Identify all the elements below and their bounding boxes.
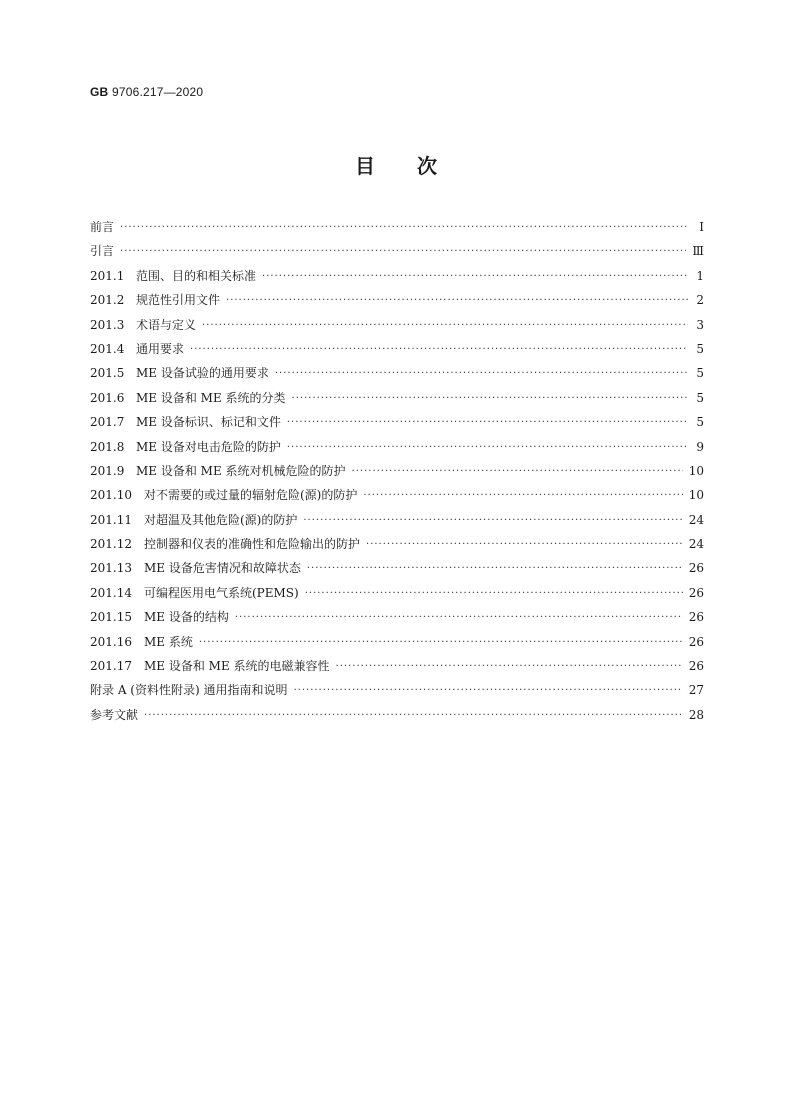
toc-entry[interactable]	[90, 386, 704, 410]
toc-entry-label: ME 设备的结构	[144, 610, 229, 625]
standard-number: 9706.217—2020	[111, 85, 204, 99]
toc-entry-page: 24	[688, 537, 704, 552]
toc-entry-number: 201.15	[90, 610, 132, 625]
toc-entry-page: 9	[696, 439, 704, 454]
toc-entry[interactable]	[90, 630, 704, 654]
toc-entry-page: 10	[688, 488, 704, 503]
toc-entry[interactable]	[90, 459, 704, 483]
toc-entry-number: 201.11	[90, 512, 132, 527]
toc-entry-page: 5	[696, 415, 704, 430]
toc-entry-page: 26	[688, 659, 704, 674]
toc-dot-leader	[190, 338, 688, 362]
toc-entry[interactable]	[90, 313, 704, 337]
toc-entry[interactable]	[90, 532, 704, 556]
toc-entry-number: 201.8	[90, 439, 125, 454]
toc-dot-leader	[307, 557, 683, 581]
toc-entry-label: 规范性引用文件	[136, 293, 221, 308]
toc-entry-page: 27	[688, 683, 704, 698]
toc-dot-leader	[202, 314, 688, 338]
toc-entry-page: 26	[688, 561, 704, 576]
toc-dot-leader	[287, 436, 688, 460]
toc-entry-number: 201.5	[90, 366, 125, 381]
toc-entry-label: ME 系统	[144, 634, 193, 649]
toc-entry[interactable]	[90, 508, 704, 532]
toc-entry-label: 前言	[90, 220, 115, 234]
toc-entry[interactable]	[90, 483, 704, 507]
toc-entry-label: ME 设备试验的通用要求	[136, 366, 269, 381]
toc-entry[interactable]	[90, 239, 704, 263]
toc-entry-page: 5	[696, 341, 704, 356]
toc-entry-label: ME 设备和 ME 系统的分类	[136, 390, 286, 405]
toc-entry-label: 附录 A (资料性附录) 通用指南和说明	[90, 683, 288, 698]
toc-entry[interactable]	[90, 678, 704, 702]
toc-entry-page: 26	[688, 634, 704, 649]
toc-dot-leader	[235, 606, 683, 630]
toc-entry[interactable]	[90, 288, 704, 312]
toc-entry-number: 201.12	[90, 537, 132, 552]
toc-entry-label: ME 设备和 ME 系统对机械危险的防护	[136, 463, 346, 478]
toc-entry-page: 26	[688, 610, 704, 625]
toc-entry-label: 可编程医用电气系统(PEMS)	[144, 585, 299, 600]
toc-entry-page: Ⅰ	[699, 220, 704, 234]
toc-entry-page: 26	[688, 585, 704, 600]
toc-entry[interactable]	[90, 264, 704, 288]
toc-entry-label: ME 设备危害情况和故障状态	[144, 561, 301, 576]
toc-entry-number: 201.17	[90, 659, 132, 674]
toc-entry-page: 24	[688, 512, 704, 527]
toc-entry-label: 范围、目的和相关标准	[136, 268, 257, 283]
toc-entry[interactable]	[90, 703, 704, 727]
toc-entry-label: 引言	[90, 244, 115, 259]
toc-dot-leader	[366, 533, 683, 557]
toc-dot-leader	[262, 265, 688, 289]
toc-dot-leader	[305, 582, 683, 606]
toc-dot-leader	[363, 484, 682, 508]
toc-entry-page: 1	[696, 268, 704, 283]
toc-dot-leader	[287, 411, 688, 435]
toc-dot-leader	[352, 460, 683, 484]
toc-dot-leader	[120, 216, 688, 240]
toc-entry-number: 201.7	[90, 415, 125, 430]
toc-entry[interactable]	[90, 215, 704, 239]
toc-dot-leader	[120, 240, 686, 264]
toc-entry[interactable]	[90, 556, 704, 580]
page-title: 目次	[355, 154, 479, 178]
toc-entry-number: 201.14	[90, 585, 132, 600]
toc-dot-leader	[144, 704, 683, 728]
toc-entry-label: 术语与定义	[136, 317, 197, 332]
toc-entry-page: 2	[696, 293, 704, 308]
toc-entry-label: 对不需要的或过量的辐射危险(源)的防护	[144, 488, 358, 503]
toc-entry-page: Ⅲ	[692, 244, 704, 259]
toc-entry-number: 201.2	[90, 293, 125, 308]
toc-entry[interactable]	[90, 581, 704, 605]
toc-entry-page: 10	[688, 463, 704, 478]
standard-prefix: GB	[90, 85, 109, 99]
toc-entry-number: 201.3	[90, 317, 125, 332]
toc-entry-number: 201.16	[90, 634, 132, 649]
toc-entry-label: ME 设备标识、标记和文件	[136, 415, 281, 430]
toc-dot-leader	[275, 362, 688, 386]
toc-dot-leader	[292, 387, 688, 411]
toc-entry-page: 5	[696, 390, 704, 405]
toc-entry-page: 5	[696, 366, 704, 381]
toc-entry-number: 201.1	[90, 268, 125, 283]
table-of-contents	[90, 215, 704, 727]
toc-dot-leader	[199, 631, 683, 655]
standard-code	[90, 85, 203, 99]
toc-entry-label: 对超温及其他危险(源)的防护	[144, 512, 298, 527]
toc-dot-leader	[293, 679, 682, 703]
toc-dot-leader	[226, 289, 688, 313]
toc-entry-page: 28	[688, 707, 704, 722]
toc-entry-page: 3	[696, 317, 704, 332]
toc-entry[interactable]	[90, 435, 704, 459]
toc-dot-leader	[303, 509, 682, 533]
toc-entry-number: 201.13	[90, 561, 132, 576]
toc-entry[interactable]	[90, 361, 704, 385]
toc-entry-label: 控制器和仪表的准确性和危险输出的防护	[144, 537, 361, 552]
toc-entry[interactable]	[90, 410, 704, 434]
toc-entry-label: ME 设备和 ME 系统的电磁兼容性	[144, 659, 330, 674]
toc-entry-label: 参考文献	[90, 707, 139, 722]
toc-entry-number: 201.4	[90, 341, 125, 356]
toc-entry-label: ME 设备对电击危险的防护	[136, 439, 281, 454]
toc-entry-label: 通用要求	[136, 341, 185, 356]
toc-entry[interactable]	[90, 337, 704, 361]
toc-entry-number: 201.9	[90, 463, 125, 478]
toc-dot-leader	[336, 655, 683, 679]
toc-entry-number: 201.10	[90, 488, 132, 503]
toc-entry[interactable]	[90, 654, 704, 678]
toc-entry[interactable]	[90, 605, 704, 629]
toc-entry-number: 201.6	[90, 390, 125, 405]
